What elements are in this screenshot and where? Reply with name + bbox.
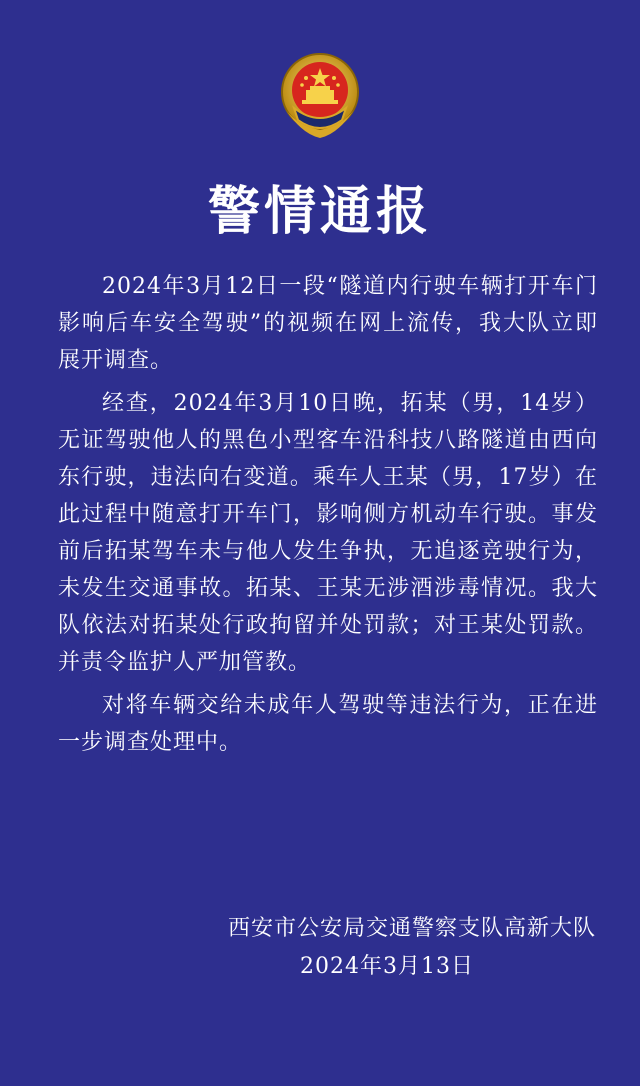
issue-date: 2024年3月13日: [300, 954, 474, 979]
paragraph-1: 2024年3月12日一段“隧道内行驶车辆打开车门影响后车安全驾驶”的视频在网上流传，我大队立即展开调查。: [58, 274, 598, 373]
issuing-unit: 西安市公安局交通警察支队高新大队: [227, 916, 596, 941]
paragraph-2: 经查，2024年3月10日晚，拓某（男，14岁）无证驾驶他人的黑色小型客车沿科技八路隧道由西向东行驶，违法向右变道。乘车人王某（男，17岁）在此过程中随意打开车门，影响侧方机动车行驶。事发前后拓某驾车未与他人发生争执，无追逐竞驶行为，未发生交通事故。拓某、王某无涉酒涉毒情况。我大队依法对拓某处行政拘留并处罚款；对王某处罚款。并责令监护人严加管教。: [58, 391, 598, 675]
police-emblem-icon: [272, 50, 368, 146]
notice-body: [58, 268, 598, 767]
notice-title: 警情通报: [207, 182, 432, 242]
signature-block: [126, 910, 596, 986]
paragraph-3: 对将车辆交给未成年人驾驶等违法行为，正在进一步调查处理中。: [58, 693, 598, 755]
